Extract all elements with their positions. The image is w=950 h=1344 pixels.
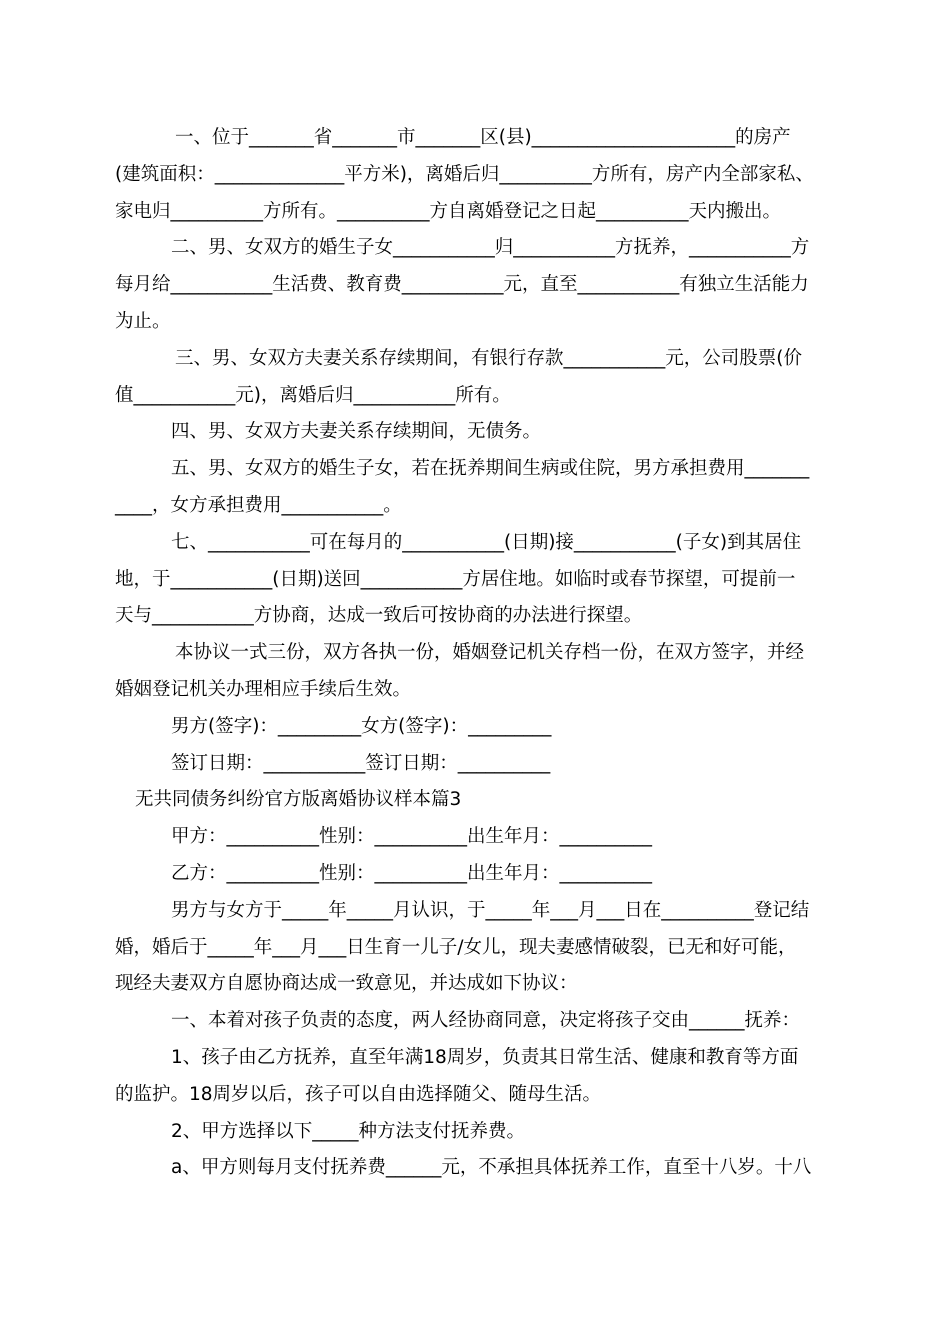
document-line: 七、___________可在每月的___________(日期)接___________(子女)到其居住 — [171, 531, 802, 553]
document-line: 婚姻登记机关办理相应手续后生效。 — [115, 678, 412, 700]
document-line: 甲方：__________性别：__________出生年月：__________ — [171, 826, 653, 848]
document-line: a、甲方则每月支付抚养费______元，不承担具体抚养工作，直至十八岁。十八 — [171, 1157, 812, 1179]
document-line: 男方(签字)：_________女方(签字)：_________ — [171, 715, 552, 737]
document-line: 现经夫妻双方自愿协商达成一致意见，并达成如下协议： — [115, 973, 578, 995]
document-line: (建筑面积：______________平方米)，离婚后归__________方所有，房产内全部家私、 — [115, 163, 814, 185]
document-line: 1、孩子由乙方抚养，直至年满18周岁，负责其日常生活、健康和教育等方面 — [171, 1046, 799, 1068]
document-line: 一、位于_______省_______市_______区(县)______________________的房产 — [175, 127, 791, 148]
document-line: 一、本着对孩子负责的态度，两人经协商同意，决定将孩子交由______抚养： — [171, 1010, 801, 1032]
document-line: 地，于___________(日期)送回___________方居住地。如临时或春节探望，可提前一 — [115, 568, 796, 590]
document-line: 签订日期：___________签订日期：__________ — [171, 752, 551, 774]
document-line: 的监护。18周岁以后，孩子可以自由选择随父、随母生活。 — [115, 1083, 602, 1105]
document-page — [115, 120, 835, 1187]
document-line: 三、男、女双方夫妻关系存续期间，有银行存款___________元，公司股票(价 — [175, 347, 802, 369]
document-line: 无共同债务纠纷官方版离婚协议样本篇3 — [135, 789, 462, 811]
document-line: 本协议一式三份，双方各执一份，婚姻登记机关存档一份，在双方签字，并经 — [175, 642, 805, 664]
document-line: 为止。 — [115, 310, 171, 332]
document-line: 2、甲方选择以下_____种方法支付抚养费。 — [171, 1120, 526, 1142]
document-line: 四、男、女双方夫妻关系存续期间，无债务。 — [171, 421, 542, 443]
document-line: 男方与女方于_____年_____月认识，于_____年___月___日在__________登记结 — [171, 899, 810, 921]
document-line: 家电归__________方所有。__________方自离婚登记之日起__________天内搬出。 — [115, 200, 782, 222]
document-line: 每月给___________生活费、教育费___________元，直至___________有独立生活能力 — [115, 274, 809, 296]
document-line: 值___________元)，离婚后归___________所有。 — [115, 384, 511, 406]
document-line: ____，女方承担费用___________。 — [115, 494, 402, 516]
document-line: 天与___________方协商，达成一致后可按协商的办法进行探望。 — [115, 605, 643, 627]
document-line: 五、男、女双方的婚生子女，若在抚养期间生病或住院，男方承担费用_______ — [171, 458, 810, 480]
document-line: 乙方：__________性别：__________出生年月：__________ — [171, 862, 653, 884]
document-line: 婚，婚后于_____年___月___日生育一儿子/女儿，现夫妻感情破裂，已无和好可能， — [115, 936, 797, 958]
document-line: 二、男、女双方的婚生子女___________归___________方抚养，___________方 — [171, 237, 810, 259]
